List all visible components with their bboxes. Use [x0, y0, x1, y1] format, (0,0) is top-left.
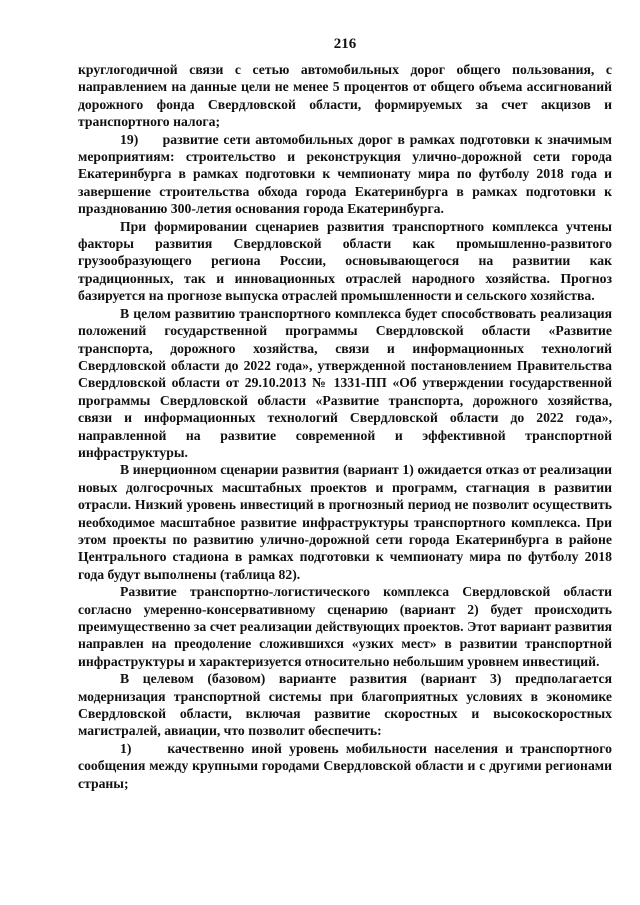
paragraph-state-program: В целом развитию транспортного комплекса будет способствовать реализация положений государственной программы Свердловской области «Развитие транспорта, дорожного хозяйства, связи и информационных технологий Свердловской области до 2022 года», утвержденной постановлением Правительства Свердловской области от 29.10.2013 № 1331-ПП «Об утверждении государственной программы Свердловской области «Развитие транспорта, дорожного хозяйства, связи и информационных технологий Свердловской области до 2022 года», направленной на развитие современной и эффективной транспортной инфраструктуры. [78, 305, 612, 460]
paragraph-inertial-scenario: В инерционном сценарии развития (вариант 1) ожидается отказ от реализации новых долгосрочных масштабных проектов и программ, стагнация в развитии отрасли. Низкий уровень инвестиций в прогнозный период не позволит осуществить необходимое масштабное развитие инфраструктуры транспортного комплекса. При этом проекты по развитию улично-дорожной сети города Екатеринбурга в районе Центрального стадиона в рамках подготовки к чемпионату мира по футболу 2018 года будут выполнены (таблица 82). [78, 462, 612, 582]
paragraph-target-scenario: В целевом (базовом) варианте развития (вариант 3) предполагается модернизация транспортной системы при благоприятных условиях в экономике Свердловской области, включая развитие скоростных и высокоскоростных магистралей, авиации, что позволит обеспечить: [78, 671, 612, 739]
list-item-1-mobility: 1) качественно иной уровень мобильности населения и транспортного сообщения между крупными городами Свердловской области и с другими регионами страны; [78, 740, 612, 791]
paragraph-road-network-continuation: круглогодичной связи с сетью автомобильных дорог общего пользования, с направлением на данные цели не менее 5 процентов от общего объема ассигнований дорожного фонда Свердловской области, формируемых за счет акцизов и транспортного налога; [78, 62, 612, 130]
page-number: 216 [333, 36, 357, 52]
list-item-19-road-development: 19) развитие сети автомобильных дорог в рамках подготовки к значимым мероприятиям: строительство и реконструкция улично-дорожной сети города Екатеринбурга в рамках подготовки к чемпионату мира по футболу 2018 года и завершение строительства обхода города Екатеринбурга в рамках подготовки к празднованию 300-летия основания города Екатеринбурга. [78, 131, 612, 217]
paragraph-moderate-scenario: Развитие транспортно-логистического комплекса Свердловской области согласно умеренно-консервативному сценарию (вариант 2) будет происходить преимущественно за счет реализации действующих проектов. Этот вариант развития направлен на преодоление сложившихся «узких мест» в развитии транспортной инфраструктуры и характеризуется относительно небольшим уровнем инвестиций. [78, 584, 612, 669]
paragraph-scenario-factors: При формировании сценариев развития транспортного комплекса учтены факторы развития Свердловской области как промышленно-развитого грузообразующего региона России, основывающегося на развитии как традиционных, так и инновационных отраслей народного хозяйства. Прогноз базируется на прогнозе выпуска отраслей промышленности и сельского хозяйства. [78, 218, 612, 304]
